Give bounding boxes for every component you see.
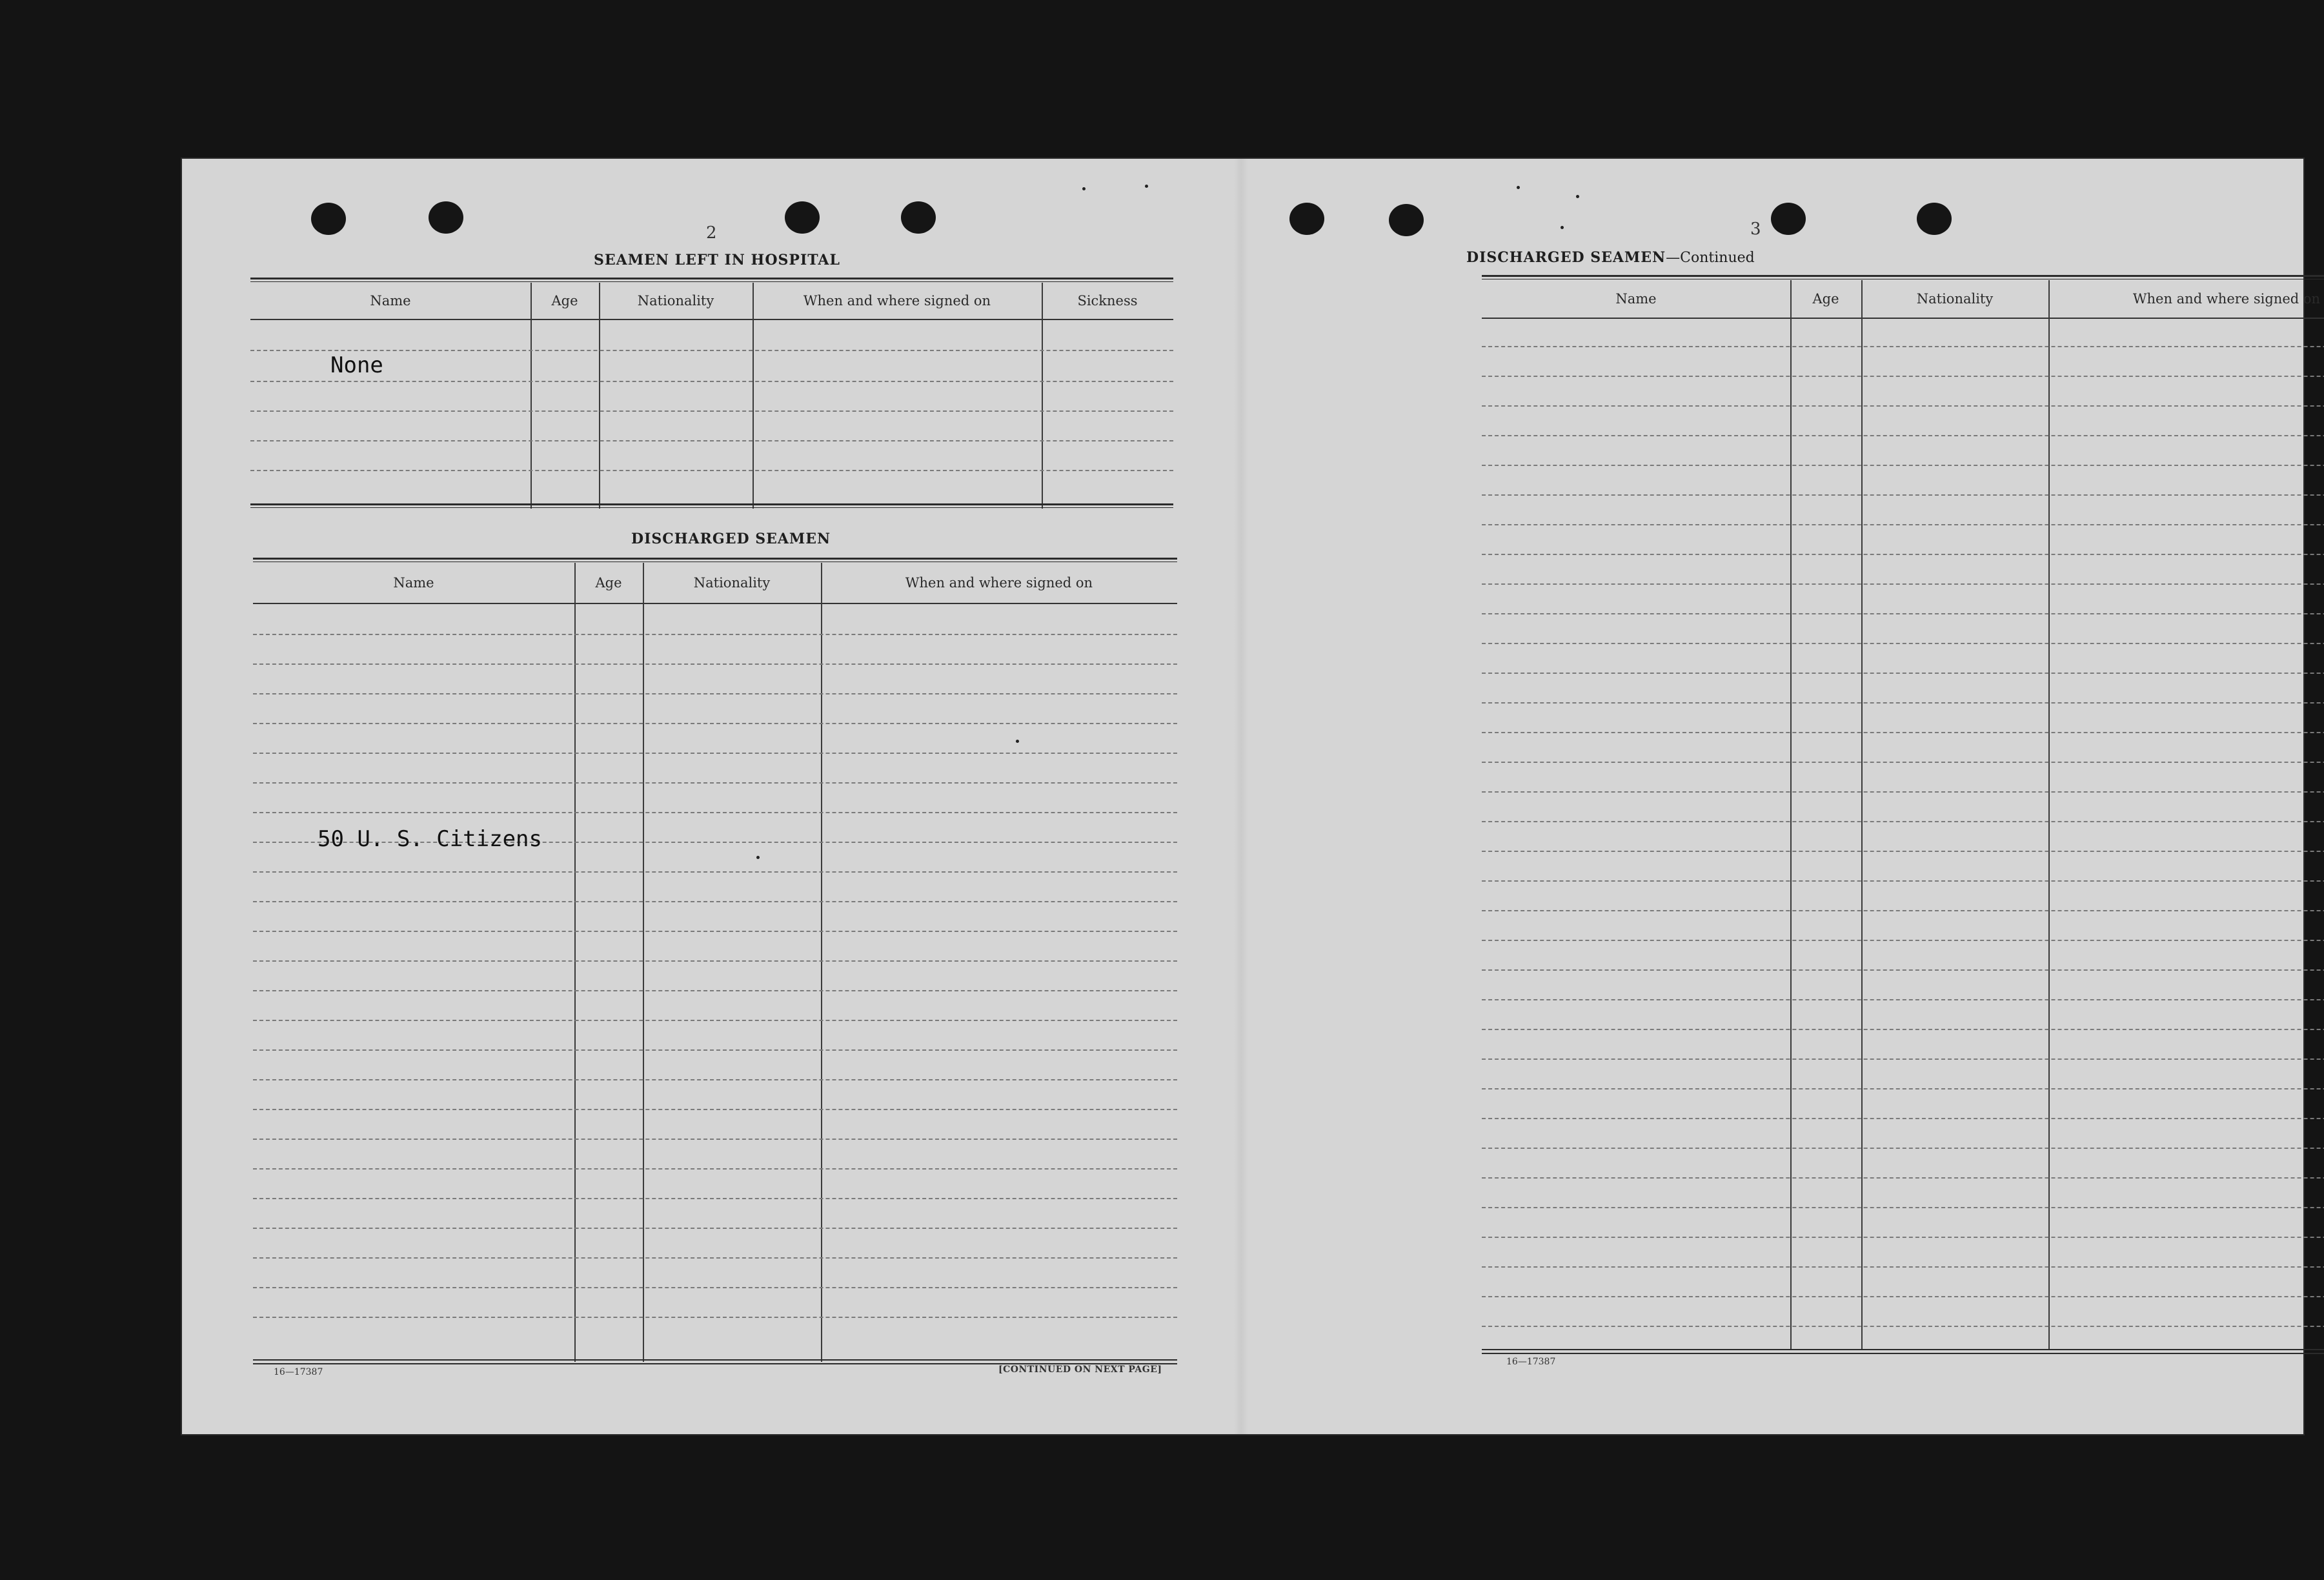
entry-line [1482, 762, 2324, 763]
column-header-name: Name [370, 293, 411, 309]
entry-line [1482, 732, 2324, 733]
entry-line [1482, 999, 2324, 1000]
column-header-name: Name [393, 575, 434, 591]
entry-line [250, 410, 1173, 412]
left-page [182, 159, 1240, 1434]
column-divider [643, 563, 644, 1362]
form-sheet [182, 159, 2321, 1434]
column-header-age: Age [551, 293, 578, 309]
entry-line [1482, 554, 2324, 555]
table-top-rule [1482, 275, 2324, 279]
column-header-sickness: Sickness [1077, 293, 1138, 309]
column-header-age: Age [1812, 291, 1839, 307]
entry-line [253, 1198, 1177, 1199]
hospital-table [250, 278, 1173, 510]
column-divider [1861, 280, 1863, 1349]
table-header [1482, 280, 2324, 319]
entry-line [1482, 494, 2324, 496]
table-bottom-rule [253, 1359, 1177, 1364]
entry-line [253, 812, 1177, 813]
entry-line [253, 901, 1177, 902]
paper-speck [1145, 185, 1148, 188]
discharged-section-title: DISCHARGED SEAMEN [631, 531, 831, 547]
entry-line [1482, 346, 2324, 347]
entry-line [253, 663, 1177, 665]
entry-line [1482, 1296, 2324, 1297]
entry-line [1482, 1088, 2324, 1089]
column-divider [821, 563, 822, 1362]
page-number: 2 [706, 223, 717, 243]
paper-speck [1561, 226, 1564, 229]
entry-line [1482, 1029, 2324, 1030]
entry-line [1482, 910, 2324, 911]
hospital-section-title: SEAMEN LEFT IN HOSPITAL [594, 252, 840, 268]
column-divider [530, 283, 532, 509]
entry-line [1482, 969, 2324, 971]
column-header-age: Age [595, 575, 622, 591]
punch-hole [429, 201, 463, 234]
punch-hole [311, 203, 346, 235]
entry-line [1482, 583, 2324, 585]
entry-line [253, 960, 1177, 962]
table-bottom-rule [250, 503, 1173, 508]
entry-line [253, 1139, 1177, 1140]
entry-line [253, 782, 1177, 784]
column-divider [574, 563, 576, 1362]
entry-line [1482, 643, 2324, 644]
entry-line [1482, 1326, 2324, 1327]
entry-line [253, 871, 1177, 873]
column-divider [1042, 283, 1043, 509]
entry-line [253, 753, 1177, 754]
entry-line [253, 1168, 1177, 1170]
entry-line [253, 1257, 1177, 1259]
punch-hole [1289, 203, 1324, 235]
paper-speck [1517, 186, 1520, 189]
column-divider [599, 283, 600, 509]
entry-line [1482, 673, 2324, 674]
entry-line [1482, 435, 2324, 436]
entry-line [1482, 1118, 2324, 1119]
entry-line [1482, 821, 2324, 822]
column-header-signed-on: When and where signed on [2132, 291, 2321, 307]
entry-line [253, 1020, 1177, 1021]
discharged-continued-title [1466, 249, 1755, 266]
punch-hole [1917, 203, 1952, 235]
entry-line [253, 723, 1177, 724]
entry-line [1482, 880, 2324, 882]
column-header-signed-on: When and where signed on [905, 575, 1093, 591]
entry-line [1482, 851, 2324, 852]
punch-hole [785, 201, 820, 234]
column-divider [1790, 280, 1792, 1349]
entry-line [253, 931, 1177, 932]
entry-line [1482, 465, 2324, 466]
paper-speck [1082, 187, 1086, 190]
entry-line [1482, 1148, 2324, 1149]
section-title-suffix: —Continued [1666, 250, 1755, 266]
entry-line [253, 990, 1177, 991]
form-number: 16—17387 [1506, 1357, 1556, 1367]
form-number: 16—17387 [274, 1367, 323, 1377]
entry-line [1482, 940, 2324, 941]
entry-line [1482, 1266, 2324, 1268]
table-top-rule [253, 558, 1177, 562]
entry-line [253, 634, 1177, 635]
column-header-signed-on: When and where signed on [803, 293, 991, 309]
column-divider [753, 283, 754, 509]
discharged-table [253, 558, 1177, 1526]
entry-line [253, 1317, 1177, 1318]
paper-speck [1016, 740, 1019, 743]
discharged-continued-table [1482, 275, 2324, 1514]
entry-line [1482, 1058, 2324, 1060]
paper-speck [1576, 195, 1579, 198]
entry-line [1482, 405, 2324, 407]
table-top-rule [250, 278, 1173, 282]
entry-line [253, 1109, 1177, 1110]
right-page [1240, 159, 2321, 1434]
paper-speck [756, 856, 760, 859]
entry-line [253, 1049, 1177, 1051]
column-header-nationality: Nationality [1916, 291, 1994, 307]
entry-line [250, 381, 1173, 382]
entry-line [1482, 1237, 2324, 1238]
entry-line [253, 693, 1177, 694]
table-bottom-rule [1482, 1349, 2324, 1354]
entry-line [1482, 791, 2324, 793]
continued-note: [CONTINUED ON NEXT PAGE] [998, 1364, 1162, 1375]
table-header [253, 563, 1177, 604]
entry-line [1482, 524, 2324, 525]
table-header [250, 283, 1173, 320]
punch-hole [1771, 203, 1806, 235]
entry-line [1482, 1207, 2324, 1208]
punch-hole [901, 201, 936, 234]
typed-entry: None [330, 352, 383, 378]
entry-line [253, 1079, 1177, 1080]
section-title-text: DISCHARGED SEAMEN [1466, 249, 1666, 266]
entry-line [1482, 376, 2324, 377]
column-divider [2048, 280, 2050, 1349]
entry-line [250, 470, 1173, 471]
entry-line [1482, 613, 2324, 614]
entry-line [1482, 702, 2324, 704]
punch-hole [1389, 204, 1424, 236]
entry-line [1482, 1177, 2324, 1179]
entry-line [250, 350, 1173, 351]
entry-line [253, 1287, 1177, 1288]
column-header-name: Name [1615, 291, 1657, 307]
column-header-nationality: Nationality [637, 293, 714, 309]
column-header-nationality: Nationality [693, 575, 771, 591]
typed-entry: 50 U. S. Citizens [318, 826, 542, 852]
entry-line [253, 1228, 1177, 1229]
entry-line [250, 440, 1173, 441]
page-number: 3 [1750, 219, 1761, 239]
